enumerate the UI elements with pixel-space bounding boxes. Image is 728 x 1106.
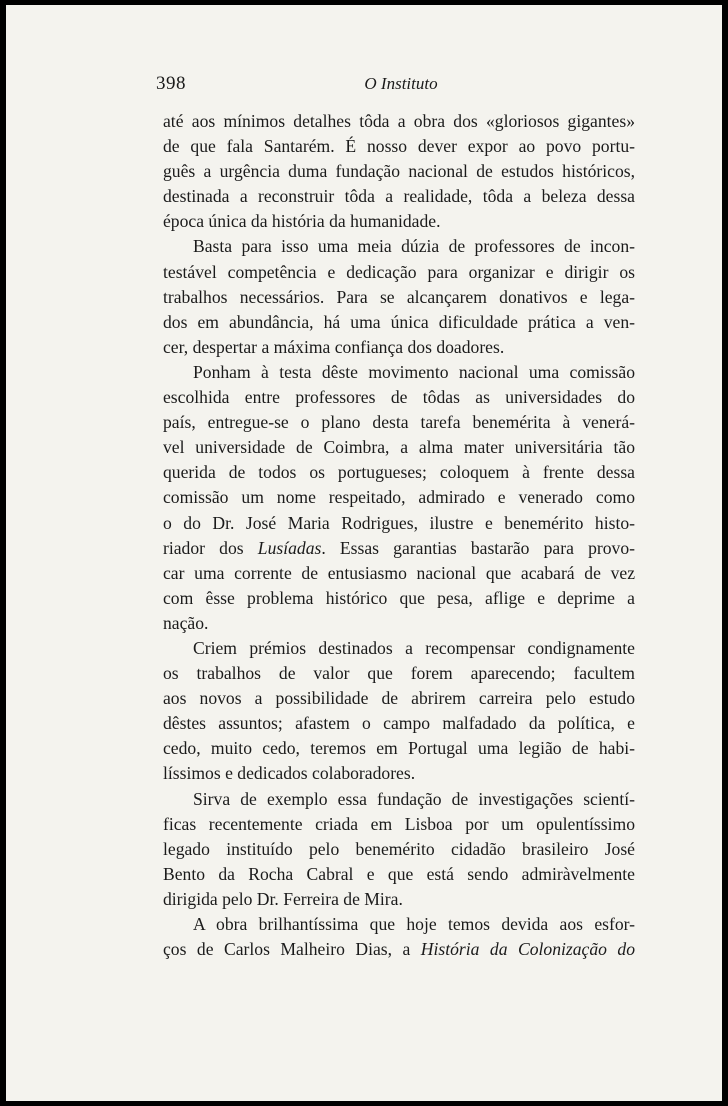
text-line: cedo, muito cedo, teremos em Portugal uma legião de habi- [163, 738, 635, 759]
text-line: car uma corrente de entusiasmo nacional que acabará de vez [163, 562, 635, 583]
text-line: aos novos a possibilidade de abrirem carreira pelo estudo [163, 688, 635, 709]
paragraph-2 [163, 234, 635, 359]
text-run: ços de Carlos Malheiro Dias, a [163, 939, 411, 960]
text-line: os trabalhos de valor que forem aparecendo; facultem [163, 663, 635, 684]
text-line: dêstes assuntos; afastem o campo malfadado da política, e [163, 713, 635, 734]
text-line: A obra brilhantíssima que hoje temos devida aos esfor- [193, 914, 635, 934]
text-line: o do Dr. José Maria Rodrigues, ilustre e benemérito histo- [163, 512, 635, 533]
text-line: guês a urgência duma fundação nacional de estudos históricos, [163, 161, 635, 182]
book-page [6, 5, 722, 1101]
text-line: até aos mínimos detalhes tôda a obra dos «gloriosos gigantes» [163, 111, 635, 131]
text-line: Sirva de exemplo essa fundação de investigações scientí- [193, 788, 635, 809]
paragraph-4 [163, 636, 635, 787]
page-header [156, 73, 646, 103]
text-run: riador dos [163, 537, 244, 558]
italic-title-lusiadas: Lusíadas [257, 537, 322, 558]
paragraph-1 [163, 109, 635, 234]
text-line [163, 536, 635, 561]
text-line: líssimos e dedicados colaboradores. [163, 763, 416, 784]
text-line: vel universidade de Coimbra, a alma mater universitária tão [163, 437, 635, 458]
text-line: nação. [163, 612, 209, 633]
text-line: testável competência e dedicação para organizar e dirigir os [163, 261, 635, 282]
text-line: Bento da Rocha Cabral e que está sendo admiràvelmente [163, 863, 635, 884]
running-title: O Instituto [364, 74, 438, 93]
text-line: querida de todos os portugueses; coloquem à frente dessa [163, 462, 635, 483]
paragraph-5 [163, 787, 635, 912]
text-line: comissão um nome respeitado, admirado e venerado como [163, 487, 635, 508]
text-line: ficas recentemente criada em Lisboa por um opulentíssimo [163, 813, 635, 834]
text-line: Criem prémios destinados a recompensar condignamente [193, 637, 635, 658]
text-line: escolhida entre professores de tôdas as universidades do [163, 387, 635, 408]
text-line [163, 937, 635, 962]
text-line: de que fala Santarém. É nosso dever expor ao povo portu- [163, 136, 635, 157]
text-line: cer, despertar a máxima confiança dos doadores. [163, 336, 505, 357]
text-line: dos em abundância, há uma única dificuldade prática a ven- [163, 311, 635, 332]
text-line: legado instituído pelo benemérito cidadão brasileiro José [163, 838, 635, 859]
italic-title-historia: História da Colonização do [420, 939, 635, 960]
body-text [163, 109, 635, 962]
page-number: 398 [156, 73, 186, 94]
text-line: destinada a reconstruir tôda a realidade, tôda a beleza dessa [163, 186, 635, 207]
text-line: com êsse problema histórico que pesa, aflige e deprime a [163, 587, 635, 608]
text-line: Basta para isso uma meia dúzia de professores de incon- [193, 236, 635, 257]
text-line: trabalhos necessários. Para se alcançarem donativos e lega- [163, 286, 635, 307]
text-line: Ponham à testa dêste movimento nacional uma comissão [193, 361, 635, 382]
paragraph-6 [163, 912, 635, 962]
text-line: país, entregue-se o plano desta tarefa benemérita à venerá- [163, 412, 635, 433]
text-line: dirigida pelo Dr. Ferreira de Mira. [163, 888, 403, 909]
paragraph-3 [163, 360, 635, 636]
text-line: época única da história da humanidade. [163, 211, 441, 232]
text-run: . Essas garantias bastarão para provo- [321, 537, 635, 558]
